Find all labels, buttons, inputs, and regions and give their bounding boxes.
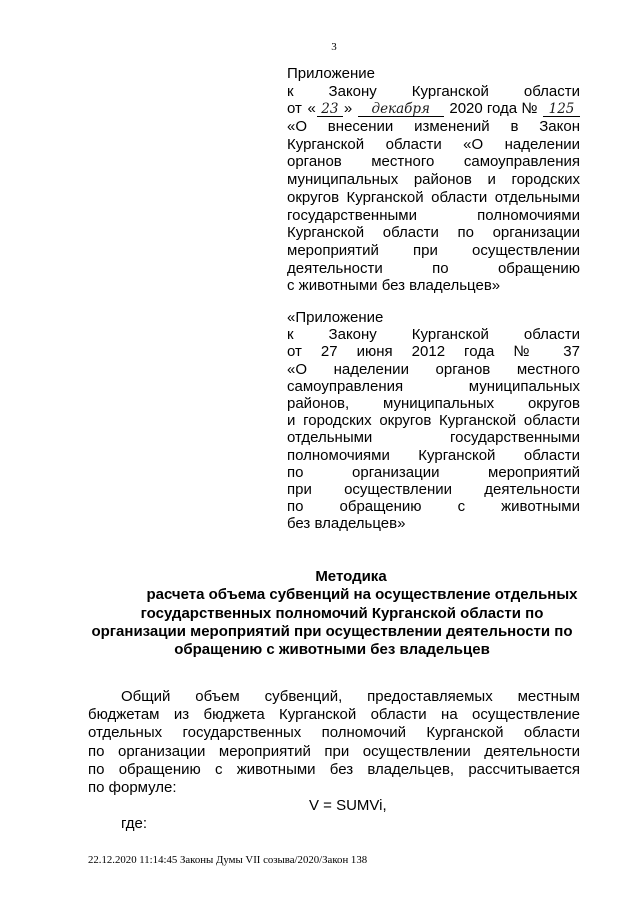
date-year-number-sign: 2020 года № <box>449 100 538 118</box>
handwritten-day: 23 <box>317 102 343 117</box>
methodology-subtitle-line: государственных полномочий Курганской области по <box>140 604 544 622</box>
paragraph-line: по формуле: <box>88 778 177 796</box>
formula: V = SUMVi, <box>309 797 387 815</box>
original-annex-line: самоуправления муниципальных <box>287 377 580 395</box>
quote-close: » <box>343 100 353 118</box>
quote-open: « <box>307 100 316 118</box>
annex-subject-line: округов Курганской области отдельными <box>287 188 580 206</box>
document-footer-stamp: 22.12.2020 11:14:45 Законы Думы VII созыва/2020/Закон 138 <box>88 854 368 866</box>
original-annex-line: при осуществлении деятельности <box>287 480 580 498</box>
annex-subject-line: мероприятий при осуществлении <box>287 241 580 259</box>
original-annex-block <box>287 309 580 532</box>
annex-subject-line: деятельности по обращению <box>287 259 580 277</box>
date-prefix: от <box>287 100 302 118</box>
handwritten-month: декабря <box>358 102 444 117</box>
annex-law-ref: к Закону Курганской области <box>287 82 580 100</box>
annex-subject-line: Курганской области по организации <box>287 224 580 242</box>
date-day-group <box>307 100 352 118</box>
original-annex-line: по организации мероприятий <box>287 463 580 481</box>
original-annex-line: и городских округов Курганской области <box>287 412 580 430</box>
annex-subject-line: государственными полномочиями <box>287 206 580 224</box>
annex-subject-line: муниципальных районов и городских <box>287 171 580 189</box>
methodology-subtitle-line: организации мероприятий при осуществлении деятельности по <box>91 622 573 640</box>
page-number: 3 <box>331 41 337 53</box>
paragraph-line: бюджетам из бюджета Курганской области на осуществление <box>88 706 580 724</box>
methodology-title: Методика <box>315 568 387 585</box>
annex-date-line <box>287 100 580 118</box>
original-annex-line: от 27 июня 2012 года № 37 <box>287 343 580 361</box>
paragraph-line: по организации мероприятий при осуществлении деятельности <box>88 742 580 760</box>
annex-subject-line: Курганской области «О наделении <box>287 135 580 153</box>
original-annex-line: полномочиями Курганской области <box>287 446 580 464</box>
original-annex-line: отдельными государственными <box>287 429 580 447</box>
methodology-subtitle-line: расчета объема субвенций на осуществление отдельных <box>146 586 578 604</box>
where-label: где: <box>121 815 148 833</box>
amending-annex-block <box>287 65 580 295</box>
original-annex-line: к Закону Курганской области <box>287 326 580 344</box>
original-annex-line: без владельцев» <box>287 515 406 533</box>
methodology-subtitle-line: обращению с животными без владельцев <box>174 641 490 658</box>
original-annex-line: по обращению с животными <box>287 498 580 516</box>
body-paragraph <box>88 688 580 834</box>
original-annex-line: «Приложение <box>287 309 384 326</box>
annex-subject-line: «О внесении изменений в Закон <box>287 118 580 136</box>
paragraph-line: отдельных государственных полномочий Курганской области <box>88 724 580 742</box>
paragraph-line: Общий объем субвенций, предоставляемых местным <box>121 688 580 705</box>
methodology-heading <box>88 568 580 659</box>
original-annex-line: районов, муниципальных округов <box>287 394 580 412</box>
annex-title: Приложение <box>287 65 375 82</box>
original-annex-line: «О наделении органов местного <box>287 360 580 378</box>
annex-subject-line: с животными без владельцев» <box>287 277 501 295</box>
handwritten-law-number: 125 <box>543 102 580 117</box>
paragraph-line: по обращению с животными без владельцев, рассчитывается <box>88 760 580 778</box>
annex-subject-line: органов местного самоуправления <box>287 153 580 171</box>
